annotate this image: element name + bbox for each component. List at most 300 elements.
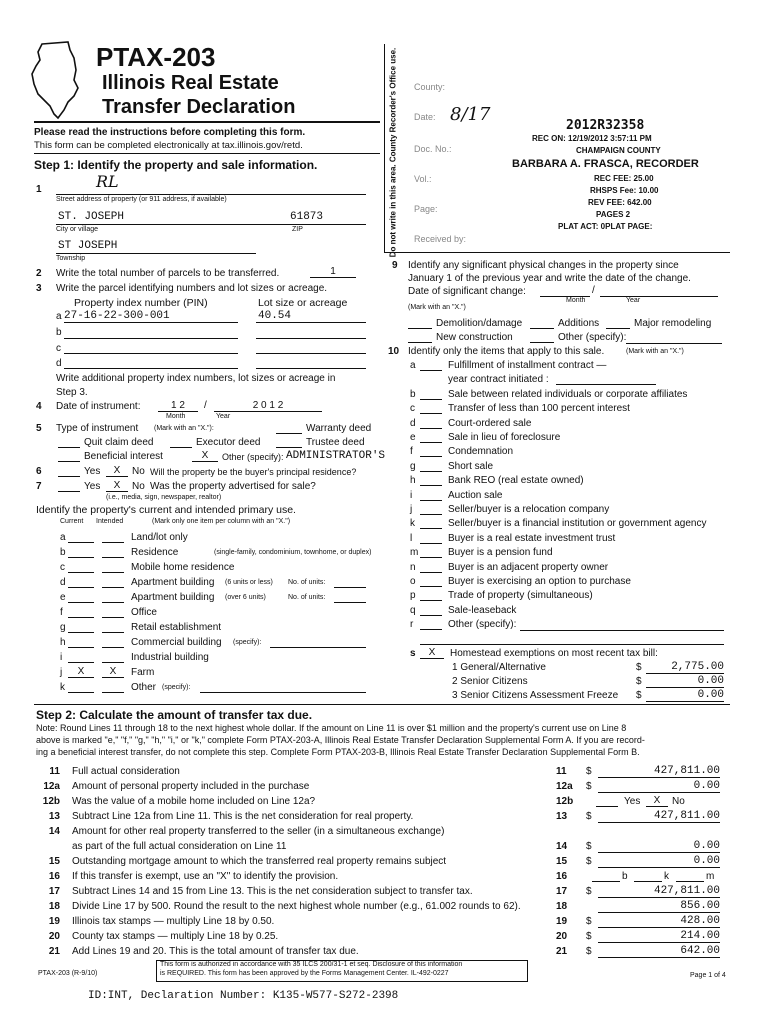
mobile-home-no-label: No xyxy=(672,796,685,807)
line9-number: 9 xyxy=(392,260,398,271)
calc-line-text: Amount of personal property included in the purchase xyxy=(72,781,310,792)
calc-line-value[interactable]: 428.00 xyxy=(598,915,720,928)
sale-item-label: Sale between related individuals or corporate affiliates xyxy=(448,388,688,400)
line2-text: Write the total number of parcels to be transferred. xyxy=(56,268,280,279)
line10-number: 10 xyxy=(388,346,400,357)
calc-line-number: 16 xyxy=(48,871,60,882)
calc-line-value[interactable]: 0.00 xyxy=(598,840,720,853)
line6-number: 6 xyxy=(36,466,42,477)
use-label-industrial: Industrial building xyxy=(131,652,209,663)
mobile-home-no-mark[interactable]: X xyxy=(646,795,668,807)
calc-line-dollar: $ xyxy=(586,781,592,792)
rhsps-fee-stamp: RHSPS Fee: 10.00 xyxy=(590,186,659,195)
sale-item-label: Fulfillment of installment contract — xyxy=(448,360,607,371)
warranty-label: Warranty deed xyxy=(306,423,372,434)
sale-item-label: Trade of property (simultaneous) xyxy=(448,590,593,602)
pin-row-b-letter: b xyxy=(56,327,62,338)
sale-item-checkbox[interactable] xyxy=(420,446,442,457)
calc-line-ref: 13 xyxy=(556,811,568,822)
use-label-farm: Farm xyxy=(131,667,155,678)
county-stamp: CHAMPAIGN COUNTY xyxy=(576,146,661,155)
line3-text: Write the parcel identifying numbers and lot sizes or acreage. xyxy=(56,283,328,294)
use-units-label-apartment-large: No. of units: xyxy=(288,594,326,601)
step2-heading: Step 2: Calculate the amount of transfer tax due. xyxy=(36,708,313,722)
calc-line-text: as part of the full actual consideration on Line 11 xyxy=(72,841,287,852)
month-label: Month xyxy=(166,413,186,420)
sale-item-letter: h xyxy=(410,475,416,487)
sale-item-checkbox[interactable] xyxy=(420,403,442,414)
homestead-mark[interactable]: X xyxy=(420,647,444,659)
sale-item-checkbox[interactable] xyxy=(420,475,442,486)
calc-line-ref: 12b xyxy=(556,796,574,807)
sale-item-label: Seller/buyer is a financial institution or government agency xyxy=(448,518,707,530)
sale-item-letter: b xyxy=(410,388,416,400)
beneficial-label: Beneficial interest xyxy=(84,451,163,462)
sale-item-checkbox[interactable] xyxy=(420,590,442,601)
residence-yes-label: Yes xyxy=(84,466,101,477)
use-current-apartment-large[interactable] xyxy=(68,591,94,603)
advertised-yes-label: Yes xyxy=(84,481,101,492)
exemption-dollar: $ xyxy=(636,676,642,687)
use-current-land[interactable] xyxy=(68,531,94,543)
demolition-checkbox[interactable] xyxy=(408,318,432,329)
use-note-apartment-small: (6 units or less) xyxy=(225,579,273,586)
sale-item-letter: r xyxy=(410,619,414,631)
line3-number: 3 xyxy=(36,283,42,294)
calc-line-ref: 14 xyxy=(556,841,568,852)
calc-line-value[interactable]: 856.00 xyxy=(598,900,720,913)
use-intended-apartment-small[interactable] xyxy=(102,576,124,588)
calc-line-dollar: $ xyxy=(586,886,592,897)
sale-item-letter: p xyxy=(410,590,416,602)
sale-item-label: Seller/buyer is a relocation company xyxy=(448,504,610,515)
sale-item-checkbox[interactable] xyxy=(420,576,442,587)
use-current-apartment-small[interactable] xyxy=(68,576,94,588)
zip-label: ZIP xyxy=(292,226,303,233)
sale-item-label: Transfer of less than 100 percent interest xyxy=(448,403,630,415)
street-address-value[interactable]: RL xyxy=(96,172,119,191)
pages-stamp: PAGES 2 xyxy=(596,210,631,219)
calc-line-text: Amount for other real property transferred to the seller (in a simultaneous exchange) xyxy=(72,826,445,837)
line5-mark-note: (Mark with an "X."): xyxy=(154,425,214,432)
calc-line-ref: 16 xyxy=(556,871,568,882)
calc-line-text: Outstanding mortgage amount to which the transferred real property remains subject xyxy=(72,856,447,867)
calc-line-value[interactable]: 427,811.00 xyxy=(598,885,720,898)
calc-line-number: 13 xyxy=(48,811,60,822)
sale-item-letter: i xyxy=(410,489,413,501)
advertised-yes-checkbox[interactable] xyxy=(58,481,80,492)
use-letter-retail: g xyxy=(60,622,66,633)
calc-line-ref: 12a xyxy=(556,781,573,792)
sale-item-label: Auction sale xyxy=(448,489,503,501)
vol-label: Vol.: xyxy=(414,174,432,184)
calc-line-ref: 21 xyxy=(556,946,568,957)
sale-item-letter: a xyxy=(410,360,416,371)
sale-item-checkbox[interactable] xyxy=(420,533,442,544)
use-label-apartment-large: Apartment building xyxy=(131,592,215,603)
use-letter-residence: b xyxy=(60,547,66,558)
street-address-label: Street address of property (or 911 address, if available) xyxy=(56,196,227,203)
use-current-office[interactable] xyxy=(68,606,94,618)
sale-item-checkbox[interactable] xyxy=(420,490,442,501)
calc-line-text: Subtract Line 12a from Line 11. This is the net consideration for real property. xyxy=(72,811,414,822)
line9-mark-note: (Mark with an "X.") xyxy=(408,304,466,311)
sale-item-checkbox[interactable] xyxy=(420,504,442,515)
change-year-label: Year xyxy=(626,297,641,304)
parcel-count-value[interactable]: 1 xyxy=(310,266,356,278)
executor-checkbox[interactable] xyxy=(170,437,192,448)
use-label-mobile-home: Mobile home residence xyxy=(131,562,235,573)
residence-no-mark[interactable]: X xyxy=(106,465,128,477)
use-intended-mobile-home[interactable] xyxy=(102,561,124,573)
step2-note-1: Note: Round Lines 11 through 18 to the next highest whole dollar. If the amount on Line 11 is over $1 million and the property's current use on Line 8 xyxy=(36,723,627,733)
city-label: City or village xyxy=(56,226,99,233)
calc-line-number: 14 xyxy=(48,826,60,837)
sale-item-checkbox[interactable] xyxy=(420,518,442,529)
pin-row-a-letter: a xyxy=(56,311,62,322)
calc-line-text: Divide Line 17 by 500. Round the result to the next highest whole number (e.g., 61.002 rounds to 62). xyxy=(72,901,521,912)
exemption-dollar: $ xyxy=(636,662,642,673)
line10-mark-note: (Mark with an "X.") xyxy=(626,348,684,355)
demolition-label: Demolition/damage xyxy=(436,318,523,329)
sale-item-checkbox[interactable] xyxy=(420,605,442,616)
authority-line-1: This form is authorized in accordance with 35 ILCS 200/31-1 et seq. Disclosure of this information xyxy=(160,961,463,968)
use-intended-other-use[interactable] xyxy=(102,681,124,693)
pin-a-value[interactable]: 27-16-22-300-001 xyxy=(64,310,170,322)
use-intended-retail[interactable] xyxy=(102,621,124,633)
quit-claim-checkbox[interactable] xyxy=(58,437,80,448)
calc-line-ref: 11 xyxy=(556,766,567,777)
doc-no-label: Doc. No.: xyxy=(414,144,452,154)
use-intended-land[interactable] xyxy=(102,531,124,543)
calc-line-ref: 15 xyxy=(556,856,568,867)
calc-line-number: 20 xyxy=(48,931,60,942)
advertised-no-label: No xyxy=(132,481,145,492)
instructions-text: Please read the instructions before completing this form. xyxy=(34,127,306,138)
calc-line-number: 12a xyxy=(43,781,60,792)
page-label: Page: xyxy=(414,204,438,214)
date-label: Date: xyxy=(414,112,436,122)
sale-item-label: Buyer is a pension fund xyxy=(448,547,553,559)
other-change-checkbox[interactable] xyxy=(530,332,554,343)
calc-line-text: Add Lines 19 and 20. This is the total amount of transfer tax due. xyxy=(72,946,359,957)
use-current-industrial[interactable] xyxy=(68,651,94,663)
item-s-letter: s xyxy=(410,648,416,659)
use-label-other-use: Other xyxy=(131,682,157,693)
intended-col-header: Intended xyxy=(96,518,124,525)
additional-pin-note-1: Write additional property index numbers, lot sizes or acreage in xyxy=(56,373,336,384)
additions-checkbox[interactable] xyxy=(530,318,554,329)
calc-line-ref: 18 xyxy=(556,901,568,912)
sale-item-letter: k xyxy=(410,518,415,530)
change-month-label: Month xyxy=(566,297,586,304)
line10-text: Identify only the items that apply to this sale. xyxy=(408,346,605,357)
use-current-retail[interactable] xyxy=(68,621,94,633)
exempt-k-field[interactable] xyxy=(634,871,662,882)
rev-fee-stamp: REV FEE: 642.00 xyxy=(588,198,652,207)
sale-item-checkbox[interactable] xyxy=(420,562,442,573)
electronic-link[interactable]: This form can be completed electronically at tax.illinois.gov/retd. xyxy=(34,140,303,151)
sale-item-letter: q xyxy=(410,604,416,616)
mobile-home-yes-label: Yes xyxy=(624,796,641,807)
exempt-k-label: k xyxy=(664,871,669,882)
use-label-residence: Residence xyxy=(131,547,179,558)
calc-line-text: Full actual consideration xyxy=(72,766,180,777)
calc-line-dollar: $ xyxy=(586,931,592,942)
exemption-dollar: $ xyxy=(636,690,642,701)
exemption-value[interactable]: 0.00 xyxy=(646,689,724,702)
sale-item-letter: j xyxy=(410,504,413,515)
sale-item-letter: c xyxy=(410,403,415,415)
township-value[interactable]: ST JOSEPH xyxy=(58,240,118,252)
pin-row-c-letter: c xyxy=(56,343,61,354)
calc-line-text: If this transfer is exempt, use an "X" to identify the provision. xyxy=(72,871,339,882)
executor-label: Executor deed xyxy=(196,437,261,448)
form-revision: PTAX-203 (R-9/10) xyxy=(38,970,98,977)
use-intended-farm[interactable]: X xyxy=(102,666,124,678)
calc-line-text: Was the value of a mobile home included on Line 12a? xyxy=(72,796,316,807)
use-intended-industrial[interactable] xyxy=(102,651,124,663)
use-note-apartment-large: (over 6 units) xyxy=(225,594,266,601)
new-construction-label: New construction xyxy=(436,332,513,343)
sale-item-checkbox[interactable] xyxy=(420,360,442,371)
calc-line-dollar: $ xyxy=(586,916,592,927)
residence-yes-checkbox[interactable] xyxy=(58,466,80,477)
change-month-field[interactable] xyxy=(540,286,590,297)
calc-line-number: 18 xyxy=(48,901,60,912)
calc-line-value[interactable]: 642.00 xyxy=(598,945,720,958)
line7-subtext: (i.e., media, sign, newspaper, realtor) xyxy=(106,494,222,501)
warranty-checkbox[interactable] xyxy=(276,423,302,434)
sale-item-label: Sale in lieu of foreclosure xyxy=(448,432,561,443)
use-label-land: Land/lot only xyxy=(131,532,188,543)
exempt-b-field[interactable] xyxy=(592,871,620,882)
sale-item-label: Sale-leaseback xyxy=(448,604,517,616)
trustee-label: Trustee deed xyxy=(306,437,365,448)
exemption-label: 3 Senior Citizens Assessment Freeze xyxy=(452,690,619,701)
sale-item-label: Buyer is exercising an option to purchase xyxy=(448,576,631,587)
recorder-stamp: BARBARA A. FRASCA, RECORDER xyxy=(512,158,699,170)
use-letter-apartment-large: e xyxy=(60,592,66,603)
instrument-slash: / xyxy=(204,400,207,411)
calc-line-text: Illinois tax stamps — multiply Line 18 by 0.50. xyxy=(72,916,275,927)
year-label: Year xyxy=(216,413,231,420)
calc-line-ref: 19 xyxy=(556,916,568,927)
sale-item-label: Other (specify): xyxy=(448,619,517,631)
calc-line-dollar: $ xyxy=(586,946,592,957)
sale-item-letter: l xyxy=(410,532,413,544)
step2-note-3: ing a beneficial interest transfer, do not complete this step. Complete Form PTAX-203-B, Illinois Real Estate Transfer Declaration Supplemental Form B. xyxy=(36,747,640,757)
calc-line-number: 19 xyxy=(48,916,60,927)
sale-item-letter: g xyxy=(410,460,416,472)
lot-size-header: Lot size or acreage xyxy=(258,297,348,309)
plat-act-stamp: PLAT ACT: 0PLAT PAGE: xyxy=(558,222,653,231)
use-letter-commercial: h xyxy=(60,637,66,648)
calc-line-value[interactable]: 0.00 xyxy=(598,780,720,793)
calc-line-number: 12b xyxy=(42,796,60,807)
pin-row-d-letter: d xyxy=(56,358,62,369)
use-letter-farm: j xyxy=(60,667,63,678)
calc-line-number: 11 xyxy=(49,766,60,777)
line5-text: Type of instrument xyxy=(56,423,139,434)
calc-line-dollar: $ xyxy=(586,811,592,822)
line1-number: 1 xyxy=(36,184,42,195)
use-note-other-use: (specify): xyxy=(162,684,191,691)
rec-on-stamp: REC ON: 12/19/2012 3:57:11 PM xyxy=(532,134,652,143)
county-label: County: xyxy=(414,82,446,92)
exempt-m-field[interactable] xyxy=(676,871,704,882)
sale-item-checkbox[interactable] xyxy=(420,619,442,630)
calc-line-value[interactable]: 427,811.00 xyxy=(598,810,720,823)
rec-fee-stamp: REC FEE: 25.00 xyxy=(594,174,654,183)
exemption-value[interactable]: 0.00 xyxy=(646,675,724,688)
line4-text: Date of instrument: xyxy=(56,401,141,412)
line6-text: Will the property be the buyer's principal residence? xyxy=(150,467,357,477)
sale-item-letter: n xyxy=(410,561,416,573)
use-intended-office[interactable] xyxy=(102,606,124,618)
additions-label: Additions xyxy=(558,318,600,329)
other-change-label: Other (specify): xyxy=(558,332,627,343)
use-label-retail: Retail establishment xyxy=(131,622,222,633)
line4-number: 4 xyxy=(36,401,42,412)
use-intended-residence[interactable] xyxy=(102,546,124,558)
calc-line-number: 15 xyxy=(48,856,60,867)
pin-header: Property index number (PIN) xyxy=(74,297,208,309)
calc-line-ref: 17 xyxy=(556,886,568,897)
use-letter-land: a xyxy=(60,532,66,543)
change-date-slash: / xyxy=(592,285,595,296)
calc-line-text: County tax stamps — multiply Line 18 by 0.25. xyxy=(72,931,279,942)
calc-line-value[interactable]: 0.00 xyxy=(598,855,720,868)
exempt-b-label: b xyxy=(622,871,628,882)
sale-item-label: Buyer is a real estate investment trust xyxy=(448,532,616,544)
calc-line-number: 21 xyxy=(48,946,60,957)
use-units-label-apartment-small: No. of units: xyxy=(288,579,326,586)
new-construction-checkbox[interactable] xyxy=(408,332,432,343)
city-value[interactable]: ST. JOSEPH xyxy=(58,211,125,223)
declaration-id: ID:INT, Declaration Number: K135-W577-S272-2398 xyxy=(88,990,399,1002)
change-year-field[interactable] xyxy=(600,286,718,297)
homestead-text: Homestead exemptions on most recent tax bill: xyxy=(450,648,658,659)
line7-number: 7 xyxy=(36,481,42,492)
use-letter-mobile-home: c xyxy=(60,562,65,573)
sale-item-letter: o xyxy=(410,576,416,587)
residence-no-label: No xyxy=(132,466,145,477)
use-label-commercial: Commercial building xyxy=(131,637,222,648)
use-label-office: Office xyxy=(131,607,157,618)
use-current-mobile-home[interactable] xyxy=(68,561,94,573)
sale-item-checkbox[interactable] xyxy=(420,418,442,429)
calc-line-ref: 20 xyxy=(556,931,568,942)
use-current-other-use[interactable] xyxy=(68,681,94,693)
lot-a-value[interactable]: 40.54 xyxy=(258,310,292,322)
exemption-value[interactable]: 2,775.00 xyxy=(646,661,724,674)
township-label: Township xyxy=(56,255,86,262)
other-instrument-label: Other (specify): xyxy=(222,452,284,462)
recorder-vertical-note: Do not write in this area. County Recorder's Office use. xyxy=(388,47,398,258)
instrument-year[interactable]: 2 0 1 2 xyxy=(214,400,322,412)
calc-line-value[interactable]: 214.00 xyxy=(598,930,720,943)
sale-item-letter: m xyxy=(410,547,419,559)
line8-text: Identify the property's current and intended primary use. xyxy=(36,504,296,516)
sale-item-label: Court-ordered sale xyxy=(448,417,532,429)
sale-item-letter: e xyxy=(410,432,416,443)
use-letter-industrial: i xyxy=(60,652,63,663)
page-number: Page 1 of 4 xyxy=(690,972,726,979)
calc-line-dollar: $ xyxy=(586,841,592,852)
zip-value[interactable]: 61873 xyxy=(290,211,324,223)
step1-heading: Step 1: Identify the property and sale information. xyxy=(34,158,318,172)
calc-line-number: 17 xyxy=(48,886,60,897)
use-current-residence[interactable] xyxy=(68,546,94,558)
sale-item-checkbox[interactable] xyxy=(420,461,442,472)
received-by-label: Received by: xyxy=(414,234,467,244)
form-id: PTAX-203 xyxy=(96,42,216,72)
sale-item-checkbox[interactable] xyxy=(420,389,442,400)
other-instrument-mark[interactable]: X xyxy=(192,450,218,462)
current-col-header: Current xyxy=(60,518,84,525)
line2-number: 2 xyxy=(36,268,42,279)
sale-item-label: year contract initiated : xyxy=(448,374,549,386)
use-label-apartment-small: Apartment building xyxy=(131,577,215,588)
mark-one-note: (Mark only one item per column with an "X.") xyxy=(152,518,291,525)
form-title-line2: Transfer Declaration xyxy=(102,96,296,118)
form-title-line1: Illinois Real Estate xyxy=(102,72,279,94)
calc-line-dollar: $ xyxy=(586,856,592,867)
beneficial-checkbox[interactable] xyxy=(58,451,80,462)
authority-line-2: is REQUIRED. This form has been approved by the Forms Management Center. IL-492-0227 xyxy=(160,970,449,977)
sale-item-label: Short sale xyxy=(448,460,494,472)
sale-item-letter: d xyxy=(410,417,416,429)
use-intended-apartment-large[interactable] xyxy=(102,591,124,603)
instrument-month[interactable]: 1 2 xyxy=(158,400,198,412)
major-remodeling-checkbox[interactable] xyxy=(606,318,630,329)
calc-line-dollar: $ xyxy=(586,766,592,777)
use-note-commercial: (specify): xyxy=(233,639,262,646)
major-remodeling-label: Major remodeling xyxy=(634,318,712,329)
quit-claim-label: Quit claim deed xyxy=(84,437,154,448)
use-letter-other-use: k xyxy=(60,682,65,693)
mobile-home-yes-checkbox[interactable] xyxy=(596,796,618,807)
exempt-m-label: m xyxy=(706,871,715,882)
use-note-residence: (single-family, condominium, townhome, or duplex) xyxy=(214,549,372,556)
exemption-label: 1 General/Alternative xyxy=(452,662,546,673)
sale-item-label: Buyer is an adjacent property owner xyxy=(448,561,609,573)
use-current-farm[interactable]: X xyxy=(68,666,94,678)
use-current-commercial[interactable] xyxy=(68,636,94,648)
sale-item-letter: f xyxy=(410,446,413,458)
trustee-checkbox[interactable] xyxy=(276,437,302,448)
sale-item-label: Bank REO (real estate owned) xyxy=(448,475,584,487)
line9-text1: Identify any significant physical changes in the property since xyxy=(408,260,679,271)
calc-line-value[interactable]: 427,811.00 xyxy=(598,765,720,778)
additional-pin-note-2: Step 3. xyxy=(56,387,88,398)
exemption-label: 2 Senior Citizens xyxy=(452,676,528,687)
advertised-no-mark[interactable]: X xyxy=(106,480,128,492)
line9-text2: January 1 of the previous year and write the date of the change. xyxy=(408,273,691,284)
sale-item-checkbox[interactable] xyxy=(420,432,442,443)
use-intended-commercial[interactable] xyxy=(102,636,124,648)
sale-item-label: Condemnation xyxy=(448,446,514,458)
use-letter-apartment-small: d xyxy=(60,577,66,588)
line5-number: 5 xyxy=(36,423,42,434)
line9-text3: Date of significant change: xyxy=(408,286,526,297)
handwritten-date: 8/17 xyxy=(450,104,491,125)
other-instrument-value[interactable]: ADMINISTRATOR'S xyxy=(286,450,386,462)
sale-item-checkbox[interactable] xyxy=(420,547,442,558)
illinois-state-outline-icon xyxy=(28,40,84,122)
calc-line-text: Subtract Lines 14 and 15 from Line 13. This is the net consideration subject to transfer tax. xyxy=(72,886,473,897)
